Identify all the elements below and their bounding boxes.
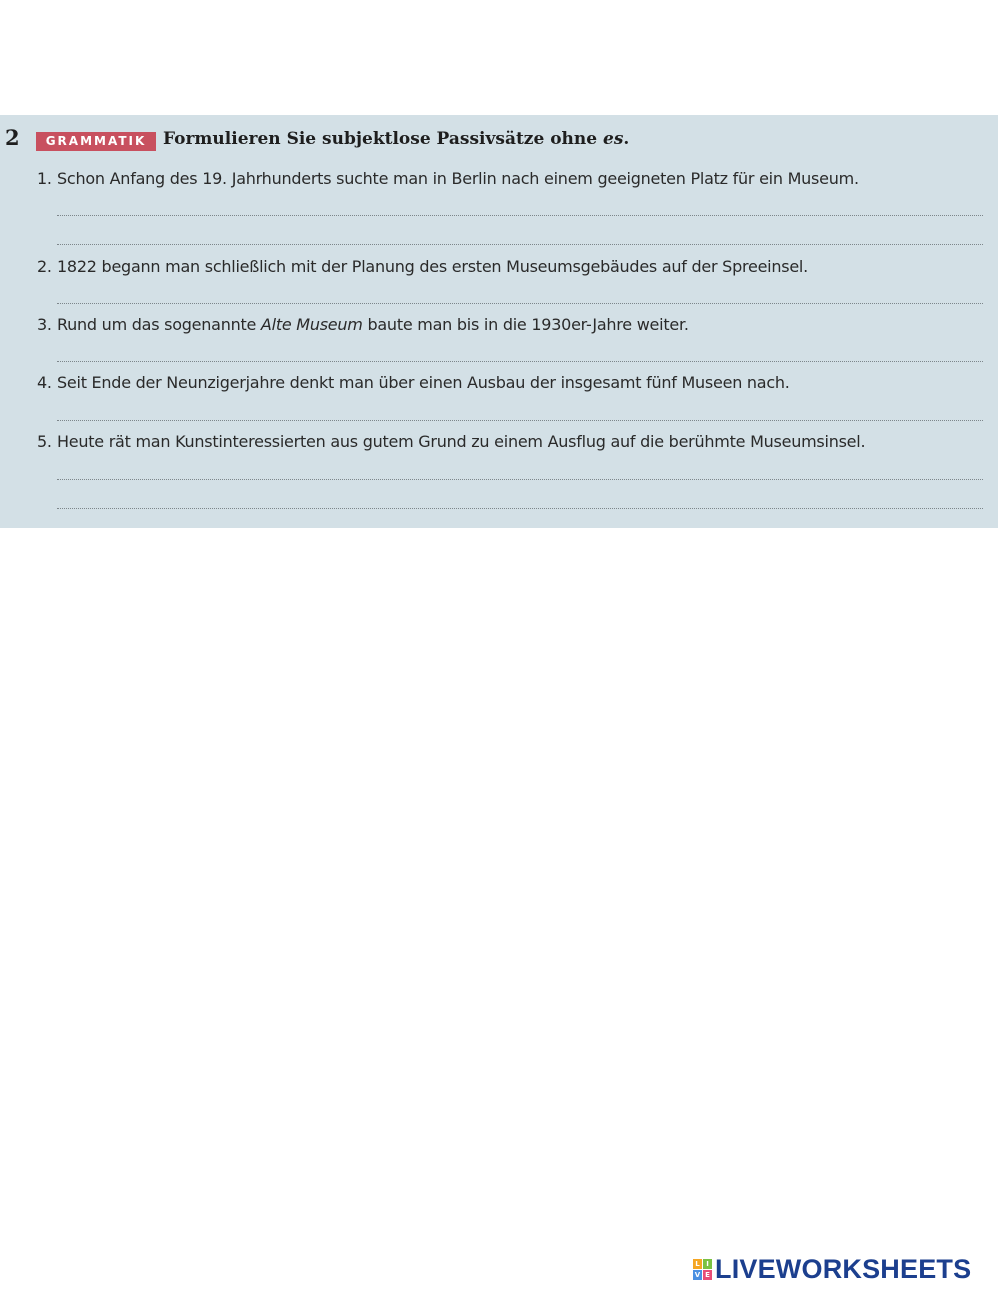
exercise-item-2	[37, 257, 808, 276]
logo-letter: E	[703, 1270, 712, 1280]
item-text: Heute rät man Kunstinteressierten aus gutem Grund zu einem Ausflug auf die berühmte Museumsinsel.	[57, 432, 866, 451]
answer-line-5b[interactable]	[57, 508, 983, 509]
logo-letter: I	[703, 1259, 712, 1269]
exercise-number: 2	[5, 125, 20, 150]
logo-mark-icon	[693, 1259, 712, 1280]
item-text: 1822 begann man schließlich mit der Planung des ersten Museumsgebäudes auf der Spreeinsel.	[57, 257, 808, 276]
answer-line-1a[interactable]	[57, 215, 983, 216]
answer-line-1b[interactable]	[57, 244, 983, 245]
item-number: 5.	[37, 432, 52, 451]
instruction-italic: es	[603, 129, 624, 149]
grammar-tag: GRAMMATIK	[36, 132, 156, 151]
item-text-after: baute man bis in die 1930er-Jahre weiter.	[362, 315, 689, 334]
exercise-instruction	[163, 129, 629, 149]
instruction-end: .	[623, 129, 630, 149]
logo-text: LIVEWORKSHEETS	[715, 1253, 972, 1284]
exercise-item-5	[37, 432, 865, 451]
item-number: 4.	[37, 373, 52, 392]
exercise-panel	[0, 115, 998, 528]
item-number: 2.	[37, 257, 52, 276]
item-number: 1.	[37, 169, 52, 188]
answer-line-5a[interactable]	[57, 479, 983, 480]
item-text: Schon Anfang des 19. Jahrhunderts suchte man in Berlin nach einem geeigneten Platz für ein Museum.	[57, 169, 859, 188]
logo-letter: V	[694, 1270, 701, 1279]
answer-line-3[interactable]	[57, 361, 983, 362]
exercise-item-3	[37, 315, 689, 334]
item-number: 3.	[37, 315, 52, 334]
exercise-item-4	[37, 373, 790, 392]
item-text-before: Rund um das sogenannte	[57, 315, 261, 334]
exercise-item-1	[37, 169, 859, 188]
answer-line-4[interactable]	[57, 420, 983, 421]
item-text: Seit Ende der Neunzigerjahre denkt man über einen Ausbau der insgesamt fünf Museen nach.	[57, 373, 790, 392]
answer-line-2[interactable]	[57, 303, 983, 304]
liveworksheets-logo	[693, 1254, 971, 1284]
item-text-italic: Alte Museum	[260, 315, 363, 334]
instruction-text: Formulieren Sie subjektlose Passivsätze ohne	[163, 129, 603, 149]
logo-letter: L	[693, 1259, 702, 1269]
